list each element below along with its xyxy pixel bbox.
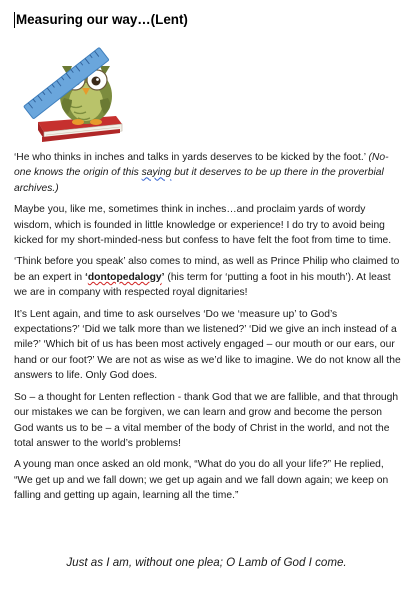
opening-quote: ‘He who thinks in inches and talks in yards deserves to be kicked by the foot.’ bbox=[14, 152, 369, 163]
misspelled-word: dontopedalogy bbox=[87, 271, 162, 283]
article-body bbox=[14, 150, 402, 510]
page-title: Measuring our way…(Lent) bbox=[16, 12, 188, 27]
bold-term: ‘dontopedalogy’ bbox=[84, 271, 165, 283]
paragraph-5: So – a thought for Lenten reflection - thank God that we are fallible, and that through our mistakes we can be forgiven, we can learn and grow and become the person God wants us to be – a vital member of the body of Christ in the world, and not the total answer to the world’s problems! bbox=[14, 391, 399, 449]
owl-with-ruler-on-books-icon bbox=[16, 36, 134, 144]
paragraph-6: A young man once asked an old monk, “What do you do all your life?” He replied, “We get up and we fall down; we get up again and we fall down again; we keep on falling and getting up again, learning all the time.” bbox=[14, 459, 389, 502]
closing-line: Just as I am, without one plea; O Lamb of God I come. bbox=[66, 556, 347, 569]
paragraph-1 bbox=[14, 150, 402, 196]
paragraph-3: ‘Think before you speak’ also comes to mind, as well as Prince Philip who claimed to be an expert in ‘dontopedalogy’ (his term for ‘putting a foot in his mouth’). At least we are in company with respected royal dignitaries! bbox=[14, 256, 400, 299]
flagged-word: saying bbox=[141, 167, 172, 179]
quote-note: (No-one knows the origin of this saying but it deserves to be up there in the proverbial archives.) bbox=[14, 152, 389, 194]
paragraph-2: Maybe you, like me, sometimes think in inches…and proclaim yards of wordy wisdom, which is founded in little knowledge or experience! I do try to avoid being kicked for my short-minded-ness but confess to have felt the foot from time to time. bbox=[14, 204, 392, 247]
paragraph-4: It’s Lent again, and time to ask ourselves ‘Do we ‘measure up’ to God’s expectations?’ ‘Did we talk more than we listened?’ ‘Did we give an inch instead of a mile?’ ‘Which bit of us has been most actively engaged – our mouth or our ears, our hand or our foot?’ We are not as wise as we’d like to imagine. We do not know all the answers to life. Only God does. bbox=[14, 308, 401, 382]
